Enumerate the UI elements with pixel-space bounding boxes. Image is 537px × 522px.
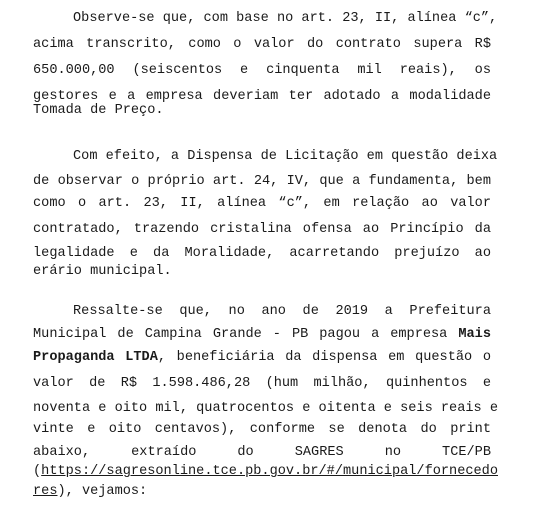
paragraph-3-line-9 [33, 481, 491, 503]
paragraph-3-line-7: abaixo, extraído do SAGRES no TCE/PB [33, 445, 491, 460]
sagres-url-link-part-1[interactable]: https://sagresonline.tce.pb.gov.br/#/municipal/fornecedo [41, 464, 498, 479]
paragraph-2-line-3: como o art. 23, II, alínea “c”, em relação ao valor [33, 196, 491, 211]
paragraph-3-line-2 [33, 324, 491, 346]
paragraph-2-line-2: de observar o próprio art. 24, IV, que a fundamenta, bem [33, 174, 491, 189]
url-open-paren: ( [33, 464, 42, 479]
paragraph-3-line-2-text: Municipal de Campina Grande - PB pagou a empresa [33, 327, 448, 342]
company-name-part-1: Mais [458, 327, 491, 342]
paragraph-1-line-4: gestores e a empresa deveriam ter adotado a modalidade [33, 89, 491, 104]
paragraph-2-line-4: contratado, trazendo cristalina ofensa ao Princípio da [33, 222, 491, 237]
paragraph-2-line-1: Com efeito, a Dispensa de Licitação em questão deixa [73, 149, 498, 164]
paragraph-1-line-1: Observe-se que, com base no art. 23, II, alínea “c”, [73, 11, 498, 26]
paragraph-3-line-3-text: , beneficiária da dispensa em questão o [157, 350, 491, 365]
paragraph-1-line-2: acima transcrito, como o valor do contrato supera R$ [33, 37, 491, 52]
paragraph-3-line-5: noventa e oito mil, quatrocentos e oitenta e seis reais e [33, 401, 498, 416]
company-name-part-2: Propaganda LTDA [33, 350, 158, 365]
paragraph-2-line-6: erário municipal. [33, 264, 172, 279]
paragraph-2-line-5: legalidade e da Moralidade, acarretando prejuízo ao [33, 246, 491, 261]
paragraph-3-line-1: Ressalte-se que, no ano de 2019 a Prefeitura [73, 304, 491, 319]
paragraph-3-line-4: valor de R$ 1.598.486,28 (hum milhão, quinhentos e [33, 376, 491, 391]
paragraph-1-line-3: 650.000,00 (seiscentos e cinquenta mil reais), os [33, 63, 491, 78]
sagres-url-link-part-2[interactable]: res [33, 484, 58, 499]
paragraph-3-line-9-text: ), vejamos: [57, 484, 148, 499]
paragraph-3-line-3 [33, 347, 491, 369]
paragraph-3-line-6: vinte e oito centavos), conforme se denota do print [33, 422, 491, 437]
paragraph-1-line-5: Tomada de Preço. [33, 103, 164, 118]
paragraph-3-line-8 [33, 461, 498, 483]
